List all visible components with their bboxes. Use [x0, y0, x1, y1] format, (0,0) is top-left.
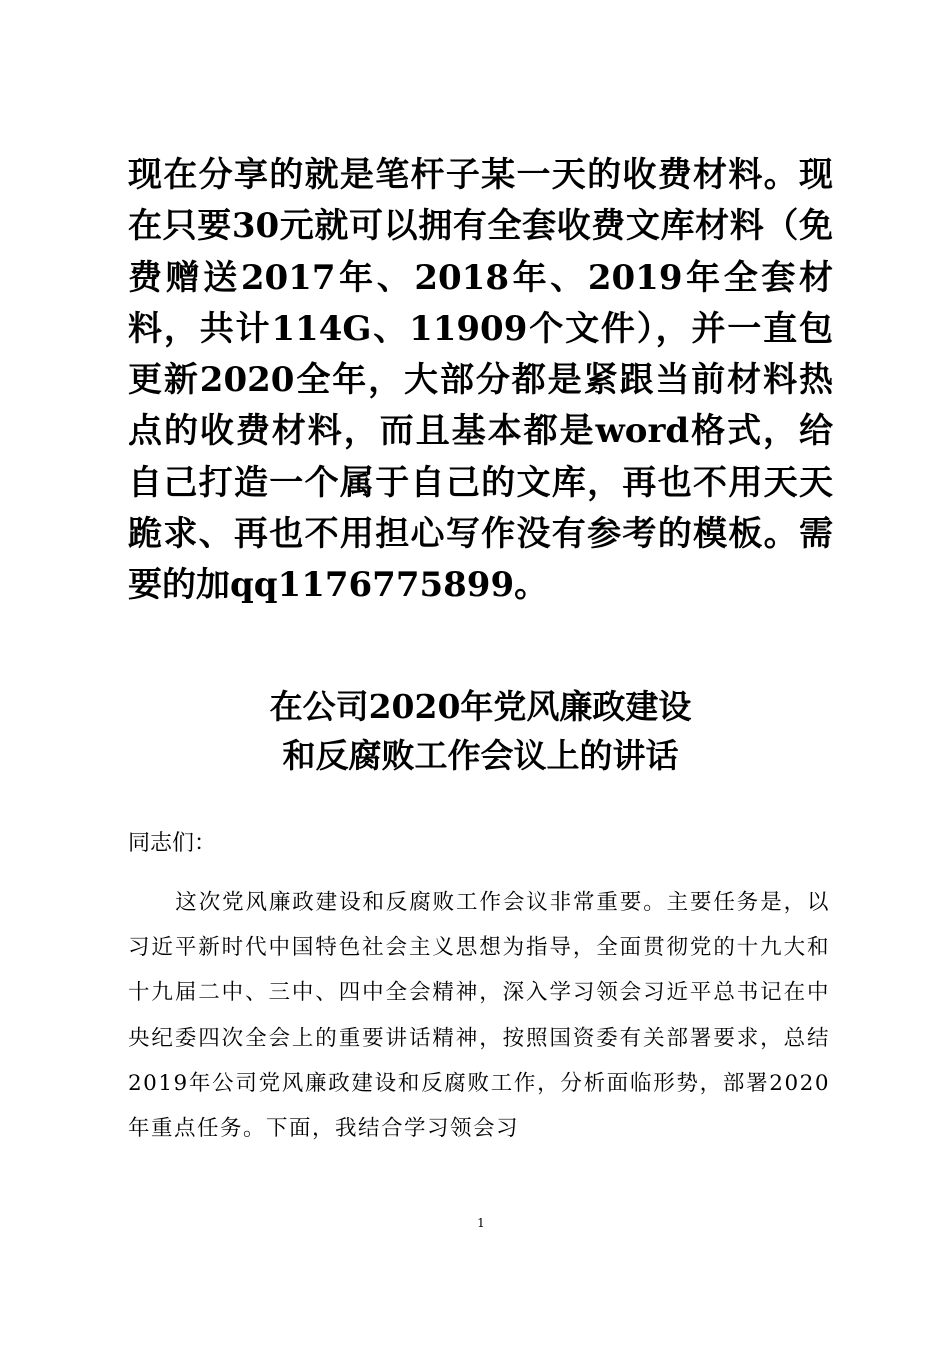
- promo-paragraph: 现在分享的就是笔杆子某一天的收费材料。现在只要30元就可以拥有全套收费文库材料（免费赠送2017年、2018年、2019年全套材料，共计114G、11909个文件），并一直包更新2020全年，大部分都是紧跟当前材料热点的收费材料，而且基本都是word格式，给自己打造一个属于自己的文库，再也不用天天跪求、再也不用担心写作没有参考的模板。需要的加qq1176775899。: [128, 155, 833, 606]
- page-number: 1: [477, 1216, 485, 1230]
- document-title: [128, 682, 833, 780]
- title-line-1: 在公司2020年党风廉政建设: [269, 687, 692, 726]
- body-paragraph: 这次党风廉政建设和反腐败工作会议非常重要。主要任务是，以习近平新时代中国特色社会主义思想为指导，全面贯彻党的十九大和十九届二中、三中、四中全会精神，深入学习领会习近平总书记在中央纪委四次全会上的重要讲话精神，按照国资委有关部署要求，总结2019年公司党风廉政建设和反腐败工作，分析面临形势，部署2020年重点任务。下面，我结合学习领会习: [128, 890, 830, 1142]
- title-line-2: 和反腐败工作会议上的讲话: [282, 736, 679, 775]
- salutation: 同志们：: [128, 831, 217, 856]
